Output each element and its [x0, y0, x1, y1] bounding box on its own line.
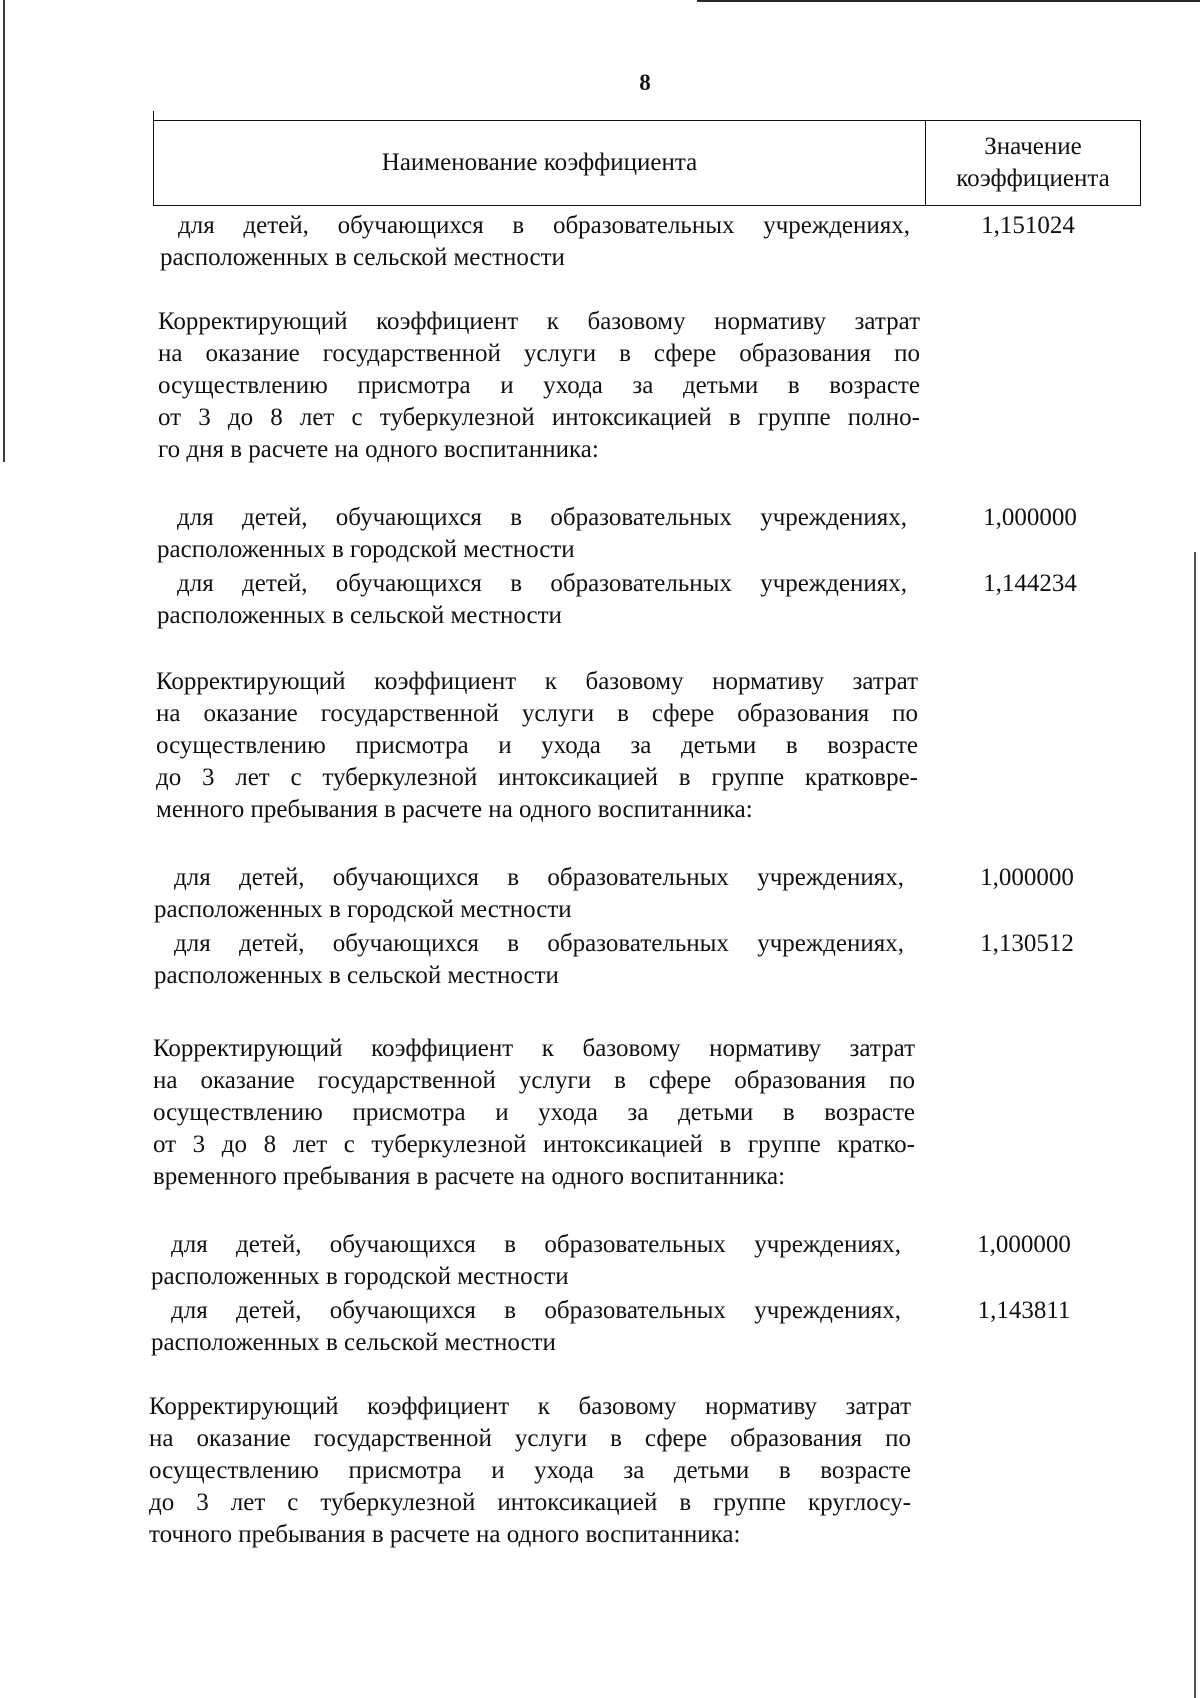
row-value: 1,151024	[981, 212, 1075, 239]
paragraph-line: осуществлению присмотра и ухода за детьми в возрасте	[156, 732, 918, 759]
scan-edge-left	[3, 0, 5, 462]
paragraph-line: го дня в расчете на одного воспитанника:	[158, 436, 599, 463]
row-line2: расположенных в сельской местности	[154, 962, 559, 989]
paragraph-line: точного пребывания в расчете на одного воспитанника:	[149, 1521, 741, 1548]
row-line1: для детей, обучающихся в образовательных учреждениях,	[171, 1297, 901, 1324]
paragraph-line: осуществлению присмотра и ухода за детьми в возрасте	[158, 372, 920, 399]
row-text	[151, 1295, 901, 1359]
paragraph-line: менного пребывания в расчете на одного воспитанника:	[156, 796, 753, 823]
paragraph-line: на оказание государственной услуги в сфере образования по	[156, 700, 918, 727]
header-value-line2: коэффициента	[956, 165, 1110, 192]
paragraph-line: Корректирующий коэффициент к базовому нормативу затрат	[149, 1393, 911, 1420]
row-line2: расположенных в городской местности	[157, 536, 575, 563]
row-line2: расположенных в городской местности	[154, 896, 572, 923]
coefficient-row	[151, 1229, 1124, 1293]
row-text	[157, 568, 907, 632]
row-line1: для детей, обучающихся в образовательных учреждениях,	[178, 212, 910, 239]
paragraph-line: временного пребывания в расчете на одного воспитанника:	[153, 1163, 786, 1190]
paragraph-line: на оказание государственной услуги в сфере образования по	[149, 1425, 911, 1452]
coefficient-row	[157, 568, 1130, 632]
header-name-column: Наименование коэффициента	[154, 121, 926, 205]
row-line2: расположенных в сельской местности	[157, 602, 562, 629]
scan-edge-right	[1194, 552, 1196, 1698]
row-value: 1,000000	[983, 504, 1077, 531]
page-number: 8	[639, 70, 651, 95]
paragraph-line: осуществлению присмотра и ухода за детьми в возрасте	[149, 1457, 911, 1484]
coefficient-row	[154, 928, 1127, 992]
row-line2: расположенных в городской местности	[151, 1263, 569, 1290]
scan-edge-top	[697, 0, 1200, 2]
coefficient-row	[157, 502, 1130, 566]
coefficient-row	[154, 862, 1127, 926]
paragraph-line: Корректирующий коэффициент к базовому нормативу затрат	[153, 1035, 915, 1062]
section-paragraph	[153, 1033, 915, 1193]
row-line1: для детей, обучающихся в образовательных учреждениях,	[171, 1231, 901, 1258]
paragraph-line: на оказание государственной услуги в сфере образования по	[153, 1067, 915, 1094]
coefficient-row	[151, 1295, 1124, 1359]
header-value-column	[926, 121, 1140, 205]
paragraph-line: от 3 до 8 лет с туберкулезной интоксикацией в группе полно-	[158, 404, 920, 431]
paragraph-line: на оказание государственной услуги в сфере образования по	[158, 340, 920, 367]
row-line1: для детей, обучающихся в образовательных учреждениях,	[174, 930, 904, 957]
row-line2: расположенных в сельской местности	[151, 1329, 556, 1356]
paragraph-line: Корректирующий коэффициент к базовому нормативу затрат	[156, 668, 918, 695]
paragraph-line: до 3 лет с туберкулезной интоксикацией в группе кратковре-	[156, 764, 918, 791]
row-value: 1,144234	[983, 570, 1077, 597]
paragraph-line: до 3 лет с туберкулезной интоксикацией в группе круглосу-	[149, 1489, 911, 1516]
row-value: 1,130512	[980, 930, 1074, 957]
section-paragraph	[158, 306, 920, 466]
paragraph-line: Корректирующий коэффициент к базовому нормативу затрат	[158, 308, 920, 335]
row-text	[157, 502, 907, 566]
header-value-line1: Значение	[984, 133, 1082, 160]
section-paragraph	[156, 666, 918, 826]
coefficient-row	[160, 210, 1128, 274]
row-value: 1,000000	[980, 864, 1074, 891]
row-text	[154, 928, 904, 992]
section-paragraph	[149, 1391, 911, 1551]
row-line1: для детей, обучающихся в образовательных учреждениях,	[177, 504, 907, 531]
row-line1: для детей, обучающихся в образовательных учреждениях,	[174, 864, 904, 891]
row-value: 1,143811	[977, 1297, 1071, 1324]
row-text	[160, 210, 910, 274]
table-header	[153, 120, 1141, 206]
row-value: 1,000000	[977, 1231, 1071, 1258]
row-line1: для детей, обучающихся в образовательных учреждениях,	[177, 570, 907, 597]
paragraph-line: осуществлению присмотра и ухода за детьми в возрасте	[153, 1099, 915, 1126]
row-text	[154, 862, 904, 926]
paragraph-line: от 3 до 8 лет с туберкулезной интоксикацией в группе кратко-	[153, 1131, 915, 1158]
row-text	[151, 1229, 901, 1293]
row-line2: расположенных в сельской местности	[160, 244, 565, 271]
